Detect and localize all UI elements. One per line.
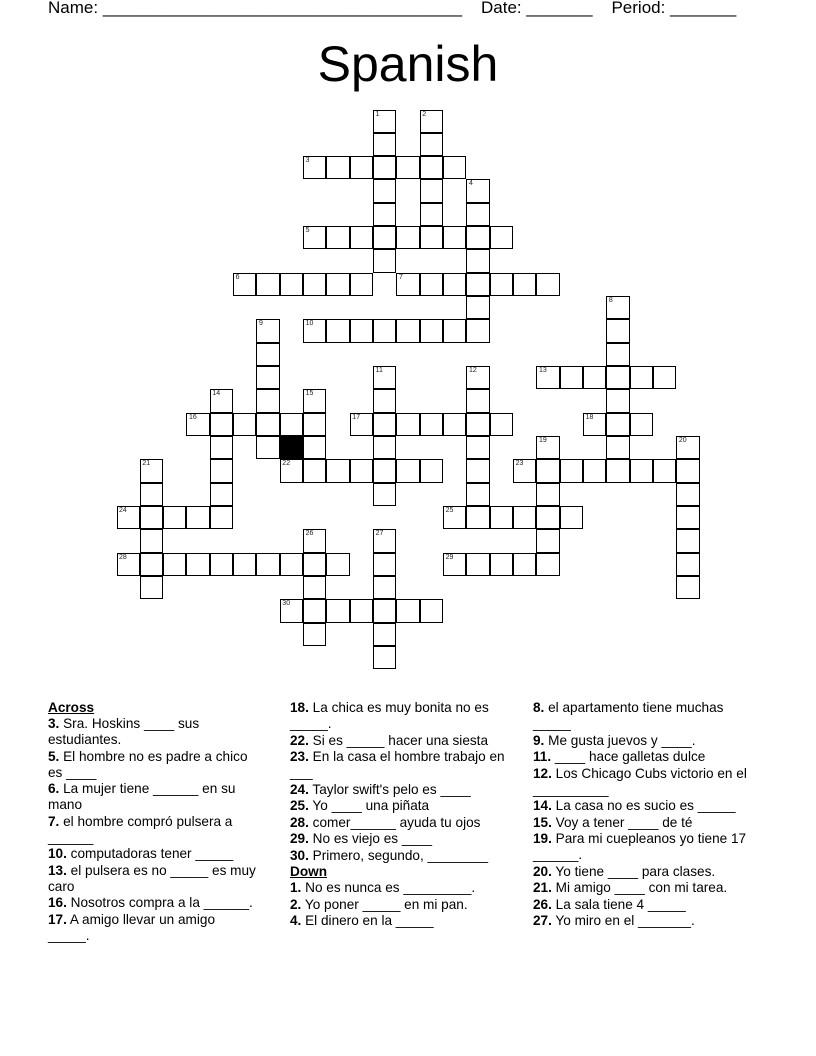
grid-cell[interactable] bbox=[560, 506, 583, 529]
grid-cell[interactable] bbox=[420, 273, 443, 296]
grid-cell[interactable] bbox=[396, 273, 419, 296]
clue-item bbox=[290, 848, 515, 864]
grid-cell[interactable] bbox=[303, 273, 326, 296]
clue-item bbox=[48, 863, 258, 895]
grid-cell[interactable] bbox=[420, 226, 443, 249]
grid-cell[interactable] bbox=[303, 436, 326, 459]
grid-cell[interactable] bbox=[536, 459, 559, 482]
clue-text: El hombre no es padre a chico es ____ bbox=[48, 748, 248, 780]
grid-cell[interactable] bbox=[140, 459, 163, 482]
grid-cell[interactable] bbox=[326, 273, 349, 296]
grid-cell[interactable] bbox=[536, 366, 559, 389]
grid-cell[interactable] bbox=[303, 576, 326, 599]
grid-cell[interactable] bbox=[606, 413, 629, 436]
clue-text: En la casa el hombre trabajo en ___ bbox=[290, 749, 505, 780]
clue-number: 21 bbox=[142, 460, 151, 468]
clue-number: 28 bbox=[119, 553, 127, 561]
grid-cell[interactable] bbox=[373, 413, 396, 436]
clue-text: No es nunca es _________. bbox=[301, 880, 476, 895]
clue-num: 3. bbox=[48, 716, 60, 731]
grid-cell[interactable] bbox=[676, 576, 699, 599]
grid-cell[interactable] bbox=[513, 553, 536, 576]
grid-cell[interactable] bbox=[373, 553, 396, 576]
clue-number: 6 bbox=[235, 273, 240, 281]
clue-text: ____ hace galletas dulce bbox=[551, 749, 706, 764]
grid-cell[interactable] bbox=[303, 413, 326, 436]
clue-number: 5 bbox=[305, 227, 310, 235]
grid-cell[interactable] bbox=[256, 273, 279, 296]
grid-cell[interactable] bbox=[350, 273, 373, 296]
clue-item bbox=[533, 700, 763, 732]
clue-num: 2. bbox=[290, 896, 302, 912]
clue-item bbox=[533, 913, 763, 929]
grid-cell[interactable] bbox=[420, 203, 443, 226]
grid-cell[interactable] bbox=[420, 179, 443, 202]
clue-num: 29. bbox=[290, 831, 309, 846]
grid-cell[interactable] bbox=[280, 459, 303, 482]
grid-cell[interactable] bbox=[373, 436, 396, 459]
clue-item bbox=[290, 798, 515, 814]
clue-num: 20. bbox=[533, 863, 552, 879]
grid-cell[interactable] bbox=[653, 459, 676, 482]
clue-item bbox=[290, 880, 515, 896]
clue-num: 9. bbox=[533, 732, 545, 748]
grid-cell[interactable] bbox=[466, 203, 489, 226]
grid-cell[interactable] bbox=[630, 366, 653, 389]
grid-cell[interactable] bbox=[186, 413, 209, 436]
clue-item bbox=[533, 749, 763, 765]
clue-num: 6. bbox=[48, 781, 60, 796]
grid-cell[interactable] bbox=[536, 506, 559, 529]
grid-cell[interactable] bbox=[396, 599, 419, 622]
grid-cell[interactable] bbox=[490, 506, 513, 529]
clue-num: 23. bbox=[290, 749, 309, 764]
grid-cell[interactable] bbox=[466, 273, 489, 296]
clue-number: 10 bbox=[305, 320, 314, 328]
grid-cell[interactable] bbox=[653, 366, 676, 389]
clue-text: Los Chicago Cubs victorio en el __________ bbox=[533, 765, 747, 797]
clue-num: 4. bbox=[290, 913, 302, 928]
clue-number: 12 bbox=[468, 367, 477, 375]
clue-item bbox=[48, 749, 258, 781]
grid-cell[interactable] bbox=[466, 249, 489, 272]
grid-cell[interactable] bbox=[326, 459, 349, 482]
grid-cell[interactable] bbox=[676, 529, 699, 552]
clue-num: 12. bbox=[533, 765, 552, 781]
clue-num: 11. bbox=[533, 749, 552, 764]
grid-cell[interactable] bbox=[466, 459, 489, 482]
grid-cell[interactable] bbox=[233, 553, 256, 576]
clue-number: 1 bbox=[375, 110, 380, 118]
grid-cell[interactable] bbox=[373, 483, 396, 506]
across-heading: Across bbox=[48, 700, 95, 715]
clue-number: 16 bbox=[188, 413, 197, 421]
grid-cell[interactable] bbox=[163, 506, 186, 529]
grid-cell[interactable] bbox=[490, 226, 513, 249]
clue-text: el hombre compró pulsera a ______ bbox=[48, 813, 233, 845]
grid-cell[interactable] bbox=[490, 273, 513, 296]
grid-cell[interactable] bbox=[536, 553, 559, 576]
grid-cell[interactable] bbox=[396, 156, 419, 179]
grid-cell[interactable] bbox=[256, 436, 279, 459]
clue-item bbox=[533, 733, 763, 749]
grid-cell[interactable] bbox=[256, 366, 279, 389]
grid-cell[interactable] bbox=[676, 553, 699, 576]
clue-text: A amigo llevar un amigo _____. bbox=[48, 911, 216, 943]
grid-cell[interactable] bbox=[373, 459, 396, 482]
clue-number: 29 bbox=[445, 553, 454, 561]
grid-cell[interactable] bbox=[606, 296, 629, 319]
grid-cell[interactable] bbox=[210, 459, 233, 482]
grid-cell[interactable] bbox=[303, 529, 326, 552]
clue-num: 8. bbox=[533, 700, 545, 715]
clue-number: 4 bbox=[468, 180, 473, 188]
grid-cell[interactable] bbox=[233, 413, 256, 436]
grid-cell[interactable] bbox=[373, 389, 396, 412]
clue-item bbox=[290, 749, 515, 781]
clue-number: 7 bbox=[398, 273, 403, 281]
grid-cell[interactable] bbox=[466, 226, 489, 249]
clues-column-1 bbox=[48, 700, 258, 944]
grid-cell[interactable] bbox=[606, 459, 629, 482]
grid-cell[interactable] bbox=[326, 156, 349, 179]
grid-cell[interactable] bbox=[513, 506, 536, 529]
grid-cell[interactable] bbox=[560, 459, 583, 482]
clue-text: Taylor swift's pelo es ____ bbox=[308, 781, 471, 797]
clue-text: El dinero en la _____ bbox=[301, 913, 434, 928]
name-label: Name: bbox=[48, 0, 99, 17]
clue-item bbox=[48, 781, 258, 813]
clue-number: 15 bbox=[305, 390, 314, 398]
clue-item bbox=[533, 864, 763, 880]
grid-cell[interactable] bbox=[466, 553, 489, 576]
grid-cell[interactable] bbox=[280, 553, 303, 576]
clue-num: 25. bbox=[290, 798, 309, 813]
grid-cell[interactable] bbox=[466, 179, 489, 202]
clue-item bbox=[48, 912, 258, 944]
grid-cell[interactable] bbox=[140, 553, 163, 576]
grid-cell[interactable] bbox=[233, 273, 256, 296]
clue-number: 19 bbox=[538, 437, 547, 445]
grid-cell[interactable] bbox=[443, 156, 466, 179]
clue-text: Yo poner _____ en mi pan. bbox=[301, 896, 468, 912]
grid-cell[interactable] bbox=[256, 553, 279, 576]
date-blank[interactable]: _______ bbox=[526, 0, 593, 17]
grid-cell[interactable] bbox=[373, 110, 396, 133]
clue-item bbox=[290, 782, 515, 798]
clue-num: 26. bbox=[533, 896, 552, 912]
grid-cell[interactable] bbox=[373, 133, 396, 156]
grid-cell[interactable] bbox=[466, 506, 489, 529]
clue-num: 14. bbox=[533, 798, 552, 813]
clue-number: 14 bbox=[212, 390, 221, 398]
grid-cell[interactable] bbox=[676, 483, 699, 506]
clue-text: Yo miro en el _______. bbox=[551, 913, 695, 928]
clue-item bbox=[290, 733, 515, 749]
clue-num: 27. bbox=[533, 913, 552, 928]
clue-item bbox=[48, 716, 258, 748]
clue-item bbox=[48, 846, 258, 862]
grid-cell[interactable] bbox=[630, 413, 653, 436]
clue-number: 26 bbox=[305, 530, 314, 538]
grid-cell[interactable] bbox=[373, 529, 396, 552]
grid-cell[interactable] bbox=[373, 249, 396, 272]
grid-cell[interactable] bbox=[140, 576, 163, 599]
clue-item bbox=[533, 798, 763, 814]
grid-cell[interactable] bbox=[490, 413, 513, 436]
grid-cell[interactable] bbox=[256, 343, 279, 366]
grid-cell[interactable] bbox=[210, 483, 233, 506]
grid-cell[interactable] bbox=[373, 599, 396, 622]
grid-cell[interactable] bbox=[396, 226, 419, 249]
clue-item bbox=[533, 880, 763, 896]
grid-cell[interactable] bbox=[280, 273, 303, 296]
period-blank[interactable]: _______ bbox=[670, 0, 737, 17]
clue-number: 25 bbox=[445, 507, 454, 515]
grid-cell[interactable] bbox=[350, 459, 373, 482]
clue-number: 9 bbox=[258, 320, 263, 328]
grid-cell[interactable] bbox=[210, 553, 233, 576]
clue-num: 17. bbox=[48, 911, 67, 927]
clue-number: 24 bbox=[119, 507, 127, 515]
date-label: Date: bbox=[481, 0, 522, 17]
grid-cell[interactable] bbox=[373, 179, 396, 202]
clue-text: computadoras tener _____ bbox=[66, 846, 234, 861]
grid-cell[interactable] bbox=[420, 459, 443, 482]
clue-text: Si es _____ hacer una siesta bbox=[308, 732, 489, 748]
grid-cell[interactable] bbox=[117, 553, 140, 576]
grid-cell[interactable] bbox=[420, 110, 443, 133]
grid-cell[interactable] bbox=[466, 319, 489, 342]
grid-cell[interactable] bbox=[443, 319, 466, 342]
grid-cell[interactable] bbox=[140, 506, 163, 529]
clue-number: 3 bbox=[305, 157, 310, 165]
grid-cell[interactable] bbox=[350, 226, 373, 249]
grid-cell[interactable] bbox=[583, 413, 606, 436]
clue-number: 2 bbox=[422, 110, 427, 118]
grid-cell[interactable] bbox=[326, 226, 349, 249]
clue-text: Primero, segundo, ________ bbox=[308, 847, 489, 863]
grid-cell[interactable] bbox=[420, 413, 443, 436]
grid-cell[interactable] bbox=[466, 436, 489, 459]
grid-cell[interactable] bbox=[210, 436, 233, 459]
clue-num: 24. bbox=[290, 781, 309, 797]
grid-cell[interactable] bbox=[536, 529, 559, 552]
grid-cell[interactable] bbox=[373, 576, 396, 599]
grid-cell[interactable] bbox=[676, 506, 699, 529]
grid-cell[interactable] bbox=[536, 273, 559, 296]
grid-cell[interactable] bbox=[536, 436, 559, 459]
grid-cell[interactable] bbox=[676, 436, 699, 459]
clue-num: 22. bbox=[290, 732, 309, 748]
grid-cell[interactable] bbox=[396, 319, 419, 342]
clue-num: 7. bbox=[48, 813, 60, 829]
grid-cell[interactable] bbox=[303, 553, 326, 576]
grid-cell[interactable] bbox=[256, 319, 279, 342]
clue-text: La mujer tiene ______ en su mano bbox=[48, 781, 236, 812]
grid-cell[interactable] bbox=[210, 389, 233, 412]
clue-item bbox=[290, 815, 515, 831]
grid-cell[interactable] bbox=[326, 599, 349, 622]
clue-num: 18. bbox=[290, 700, 309, 715]
grid-cell[interactable] bbox=[210, 413, 233, 436]
page-title: Spanish bbox=[317, 36, 499, 92]
grid-cell[interactable] bbox=[513, 273, 536, 296]
down-heading: Down bbox=[290, 864, 327, 879]
clue-text: el pulsera es no _____ es muy caro bbox=[48, 862, 256, 894]
clue-number: 18 bbox=[585, 413, 594, 421]
clue-text: el apartamento tiene muchas _____ bbox=[533, 700, 724, 731]
grid-cell[interactable] bbox=[466, 389, 489, 412]
clue-number: 23 bbox=[515, 460, 524, 468]
clue-text: La casa no es sucio es _____ bbox=[551, 798, 736, 813]
grid-cell[interactable] bbox=[303, 623, 326, 646]
grid-cell[interactable] bbox=[186, 506, 209, 529]
grid-cell[interactable] bbox=[396, 413, 419, 436]
clue-num: 28. bbox=[290, 814, 309, 830]
clue-item bbox=[533, 766, 763, 798]
grid-cell[interactable] bbox=[373, 156, 396, 179]
grid-cell[interactable] bbox=[443, 273, 466, 296]
grid-cell[interactable] bbox=[466, 413, 489, 436]
grid-cell[interactable] bbox=[606, 343, 629, 366]
grid-cell[interactable] bbox=[676, 459, 699, 482]
grid-cell[interactable] bbox=[396, 459, 419, 482]
grid-cell[interactable] bbox=[303, 459, 326, 482]
clue-num: 16. bbox=[48, 895, 67, 910]
grid-cell[interactable] bbox=[350, 413, 373, 436]
grid-cell[interactable] bbox=[466, 296, 489, 319]
clue-item bbox=[48, 814, 258, 846]
clue-text: La chica es muy bonita no es _____. bbox=[290, 700, 489, 731]
clue-num: 21. bbox=[533, 880, 552, 895]
grid-cell[interactable] bbox=[117, 506, 140, 529]
grid-cell[interactable] bbox=[210, 506, 233, 529]
clue-item bbox=[290, 897, 515, 913]
clue-text: comer______ ayuda tu ojos bbox=[308, 814, 481, 830]
grid-cell[interactable] bbox=[280, 413, 303, 436]
grid-cell[interactable] bbox=[536, 483, 559, 506]
clue-num: 1. bbox=[290, 880, 302, 895]
clue-num: 10. bbox=[48, 846, 67, 861]
grid-cell[interactable] bbox=[490, 553, 513, 576]
clue-number: 22 bbox=[282, 460, 291, 468]
grid-cell[interactable] bbox=[420, 133, 443, 156]
grid-cell[interactable] bbox=[303, 156, 326, 179]
grid-cell[interactable] bbox=[583, 459, 606, 482]
grid-cell[interactable] bbox=[560, 366, 583, 389]
clue-item bbox=[533, 815, 763, 831]
grid-cell[interactable] bbox=[373, 366, 396, 389]
clue-num: 15. bbox=[533, 814, 552, 830]
grid-cell[interactable] bbox=[186, 553, 209, 576]
clue-number: 11 bbox=[375, 367, 383, 375]
grid-cell[interactable] bbox=[513, 459, 536, 482]
clue-item bbox=[290, 913, 515, 929]
grid-cell[interactable] bbox=[350, 319, 373, 342]
clue-number: 27 bbox=[375, 530, 384, 538]
grid-cell[interactable] bbox=[326, 553, 349, 576]
period-label: Period: bbox=[611, 0, 666, 17]
clue-number: 30 bbox=[282, 600, 291, 608]
clue-text: Nosotros compra a la ______. bbox=[66, 895, 253, 910]
grid-cell[interactable] bbox=[583, 366, 606, 389]
grid-cell[interactable] bbox=[443, 506, 466, 529]
grid-cell[interactable] bbox=[606, 319, 629, 342]
black-cell bbox=[280, 436, 303, 459]
clue-number: 20 bbox=[678, 437, 687, 445]
clue-number: 13 bbox=[538, 367, 547, 375]
grid-cell[interactable] bbox=[326, 319, 349, 342]
grid-cell[interactable] bbox=[303, 389, 326, 412]
clue-text: Voy a tener ____ de té bbox=[551, 814, 693, 830]
grid-cell[interactable] bbox=[420, 319, 443, 342]
name-blank[interactable]: ______________________________________ bbox=[102, 0, 463, 17]
clue-text: Yo ____ una piñata bbox=[308, 798, 430, 813]
grid-cell[interactable] bbox=[303, 226, 326, 249]
clue-item bbox=[48, 895, 258, 911]
grid-cell[interactable] bbox=[630, 459, 653, 482]
grid-cell[interactable] bbox=[350, 156, 373, 179]
grid-cell[interactable] bbox=[373, 319, 396, 342]
grid-cell[interactable] bbox=[606, 436, 629, 459]
clue-num: 13. bbox=[48, 862, 67, 878]
clue-item bbox=[290, 700, 515, 732]
grid-cell[interactable] bbox=[140, 483, 163, 506]
clue-item bbox=[533, 831, 763, 863]
grid-cell[interactable] bbox=[466, 483, 489, 506]
grid-cell[interactable] bbox=[443, 553, 466, 576]
clue-text: No es viejo es ____ bbox=[308, 831, 433, 846]
grid-cell[interactable] bbox=[606, 389, 629, 412]
grid-cell[interactable] bbox=[256, 389, 279, 412]
clue-text: Para mi cuepleanos yo tiene 17 ______. bbox=[533, 831, 747, 862]
clue-text: La sala tiene 4 _____ bbox=[551, 896, 686, 912]
clue-text: Mi amigo ____ con mi tarea. bbox=[551, 880, 728, 895]
clue-num: 5. bbox=[48, 748, 60, 764]
clue-text: Me gusta juevos y ____. bbox=[544, 732, 696, 748]
grid-cell[interactable] bbox=[373, 203, 396, 226]
clue-item bbox=[533, 897, 763, 913]
clue-number: 8 bbox=[608, 297, 613, 305]
clue-item bbox=[290, 831, 515, 847]
clue-text: Sra. Hoskins ____ sus estudiantes. bbox=[48, 716, 200, 747]
grid-cell[interactable] bbox=[256, 413, 279, 436]
grid-cell[interactable] bbox=[420, 599, 443, 622]
clue-num: 30. bbox=[290, 847, 309, 863]
grid-cell[interactable] bbox=[373, 646, 396, 669]
grid-cell[interactable] bbox=[303, 599, 326, 622]
clue-num: 19. bbox=[533, 831, 552, 846]
grid-cell[interactable] bbox=[373, 623, 396, 646]
clue-number: 17 bbox=[352, 413, 361, 421]
grid-cell[interactable] bbox=[443, 226, 466, 249]
grid-cell[interactable] bbox=[466, 366, 489, 389]
clue-text: Yo tiene ____ para clases. bbox=[551, 863, 716, 879]
clues-column-3 bbox=[533, 700, 763, 930]
grid-cell[interactable] bbox=[420, 156, 443, 179]
grid-cell[interactable] bbox=[373, 226, 396, 249]
grid-cell[interactable] bbox=[163, 553, 186, 576]
grid-cell[interactable] bbox=[350, 599, 373, 622]
grid-cell[interactable] bbox=[443, 413, 466, 436]
grid-cell[interactable] bbox=[303, 319, 326, 342]
clues-column-2 bbox=[290, 700, 515, 930]
grid-cell[interactable] bbox=[606, 366, 629, 389]
grid-cell[interactable] bbox=[140, 529, 163, 552]
grid-cell[interactable] bbox=[280, 599, 303, 622]
